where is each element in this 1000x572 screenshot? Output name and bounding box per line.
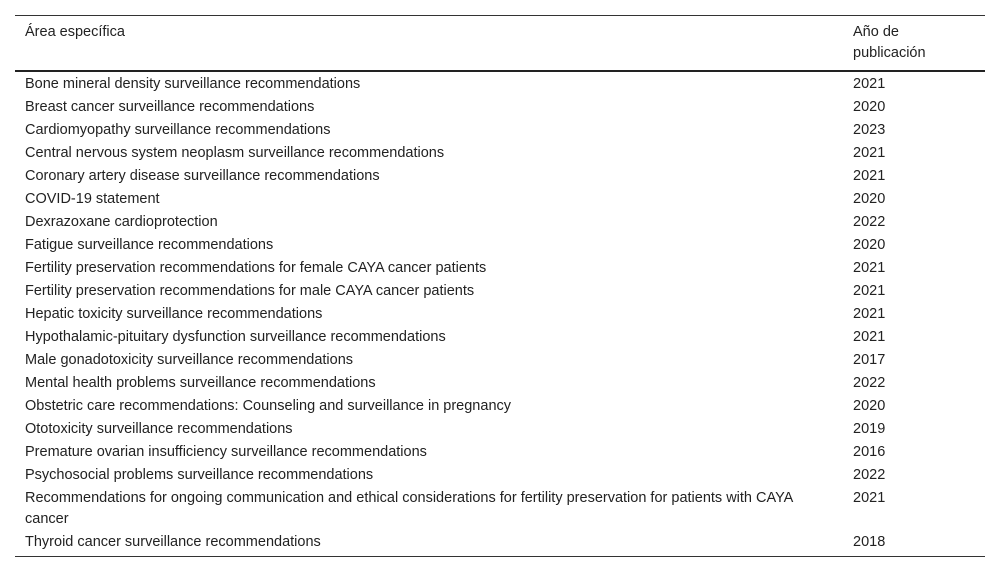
table-row [15, 257, 985, 280]
cell-area: Recommendations for ongoing communication and ethical considerations for fertility preservation for patients with CAYA cancer [25, 490, 793, 527]
header-row [15, 16, 985, 72]
table-row [15, 280, 985, 303]
table-row [15, 211, 985, 234]
cell-year: 2021 [853, 283, 886, 299]
cell-year: 2020 [853, 398, 886, 414]
table-row [15, 303, 985, 326]
table-row [15, 142, 985, 165]
cell-area: Dexrazoxane cardioprotection [25, 214, 218, 230]
cell-year: 2020 [853, 237, 886, 253]
cell-area: Thyroid cancer surveillance recommendations [25, 534, 321, 550]
table-row [15, 96, 985, 119]
cell-area: COVID-19 statement [25, 191, 160, 207]
cell-year: 2023 [853, 122, 886, 138]
table-row [15, 464, 985, 487]
table-row [15, 531, 985, 557]
cell-year: 2018 [853, 534, 886, 550]
table-header [15, 16, 985, 72]
table-body [15, 71, 985, 557]
guidelines-table-container [15, 15, 985, 557]
cell-year: 2021 [853, 306, 886, 322]
cell-area: Cardiomyopathy surveillance recommendations [25, 122, 331, 138]
guidelines-table [15, 15, 985, 557]
cell-year: 2022 [853, 467, 886, 483]
cell-year: 2021 [853, 168, 886, 184]
table-row [15, 165, 985, 188]
cell-year: 2016 [853, 444, 886, 460]
cell-year: 2021 [853, 145, 886, 161]
table-row [15, 119, 985, 142]
table-row [15, 349, 985, 372]
column-header-year: Año de publicación [853, 24, 926, 61]
cell-area: Central nervous system neoplasm surveillance recommendations [25, 145, 445, 161]
table-row [15, 395, 985, 418]
table-row [15, 441, 985, 464]
cell-area: Breast cancer surveillance recommendations [25, 99, 315, 115]
cell-year: 2020 [853, 99, 886, 115]
cell-year: 2017 [853, 352, 886, 368]
table-row [15, 418, 985, 441]
cell-year: 2020 [853, 191, 886, 207]
cell-year: 2021 [853, 260, 886, 276]
table-row [15, 188, 985, 211]
cell-area: Mental health problems surveillance recommendations [25, 375, 376, 391]
cell-year: 2021 [853, 329, 886, 345]
table-row [15, 71, 985, 96]
cell-year: 2021 [853, 490, 886, 506]
cell-area: Bone mineral density surveillance recommendations [25, 76, 361, 92]
cell-year: 2019 [853, 421, 886, 437]
cell-area: Fertility preservation recommendations for female CAYA cancer patients [25, 260, 487, 276]
cell-year: 2021 [853, 76, 886, 92]
cell-area: Male gonadotoxicity surveillance recommendations [25, 352, 354, 368]
table-row [15, 234, 985, 257]
cell-area: Hepatic toxicity surveillance recommendations [25, 306, 323, 322]
cell-year: 2022 [853, 375, 886, 391]
cell-area: Premature ovarian insufficiency surveillance recommendations [25, 444, 427, 460]
column-header-area: Área específica [25, 24, 125, 40]
cell-year: 2022 [853, 214, 886, 230]
cell-area: Coronary artery disease surveillance recommendations [25, 168, 380, 184]
table-row [15, 487, 985, 531]
cell-area: Ototoxicity surveillance recommendations [25, 421, 293, 437]
table-row [15, 372, 985, 395]
cell-area: Fatigue surveillance recommendations [25, 237, 274, 253]
cell-area: Hypothalamic-pituitary dysfunction surveillance recommendations [25, 329, 446, 345]
cell-area: Obstetric care recommendations: Counseling and surveillance in pregnancy [25, 398, 512, 414]
table-row [15, 326, 985, 349]
cell-area: Fertility preservation recommendations for male CAYA cancer patients [25, 283, 475, 299]
cell-area: Psychosocial problems surveillance recommendations [25, 467, 374, 483]
